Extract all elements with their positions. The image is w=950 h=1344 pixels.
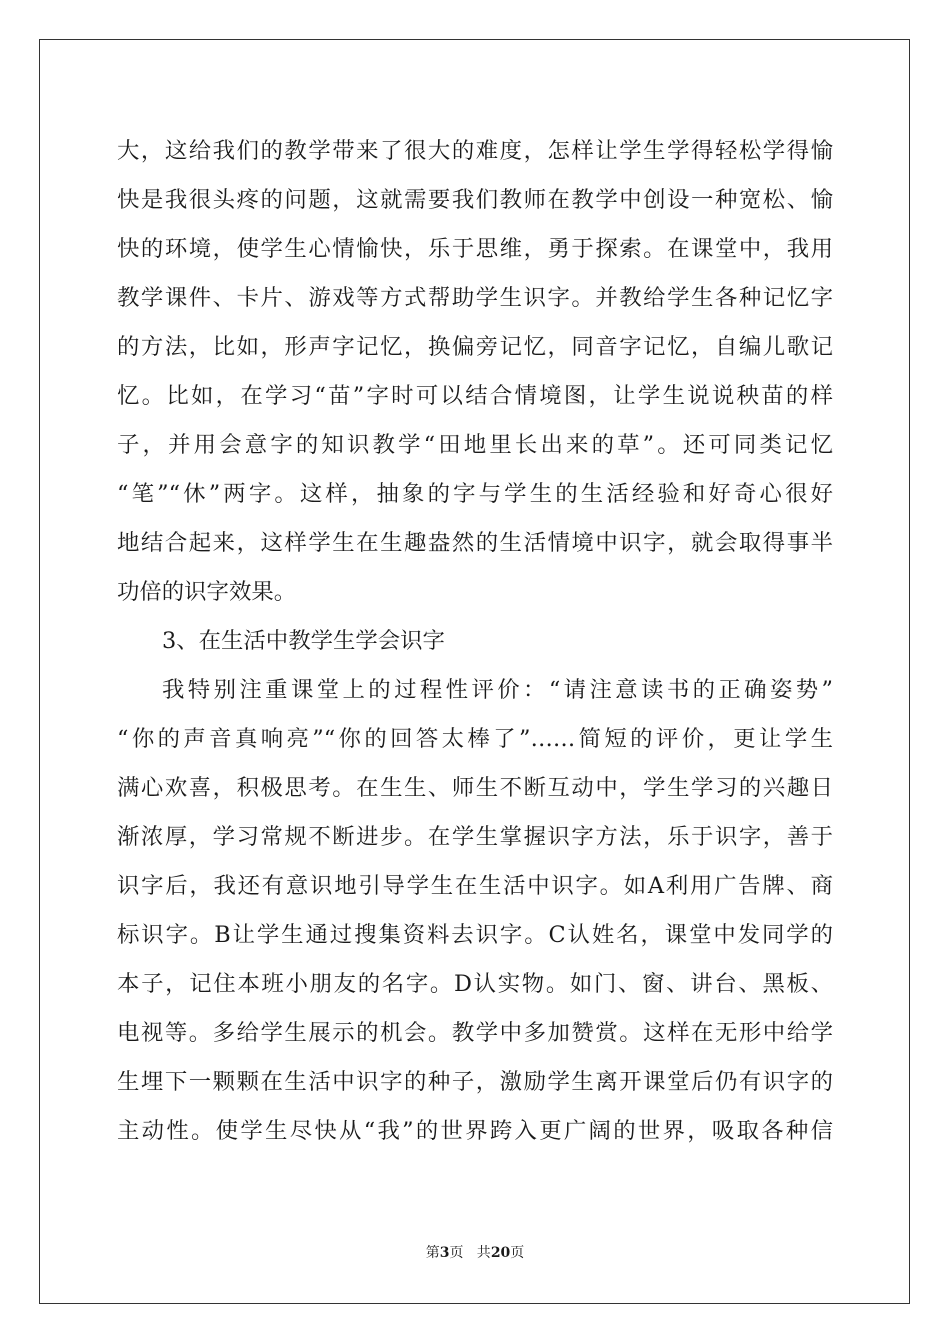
footer-mid: 页 共 <box>449 1245 491 1261</box>
text-line: 渐浓厚，学习常规不断进步。在学生掌握识字方法，乐于识字，善于 <box>117 824 833 850</box>
text-line: 电视等。多给学生展示的机会。教学中多加赞赏。这样在无形中给学 <box>117 1020 833 1046</box>
text-line: 忆。比如，在学习“苗”字时可以结合情境图，让学生说说秧苗的样 <box>117 383 833 409</box>
text-line: 子，并用会意字的知识教学“田地里长出来的草”。还可同类记忆 <box>117 432 833 458</box>
text-line: 识字后，我还有意识地引导学生在生活中识字。如A利用广告牌、商 <box>117 873 833 899</box>
footer-prefix: 第 <box>425 1245 440 1261</box>
text-line: 功倍的识字效果。 <box>117 579 297 605</box>
text-line: 标识字。B让学生通过搜集资料去识字。C认姓名，课堂中发同学的 <box>117 922 833 948</box>
text-line: 快的环境，使学生心情愉快，乐于思维，勇于探索。在课堂中，我用 <box>117 236 833 262</box>
text-line: 生埋下一颗颗在生活中识字的种子，激励学生离开课堂后仍有识字的 <box>117 1069 833 1095</box>
text-line: 本子，记住本班小朋友的名字。D认实物。如门、窗、讲台、黑板、 <box>117 971 833 997</box>
text-line: 我特别注重课堂上的过程性评价：“请注意读书的正确姿势” <box>162 677 833 703</box>
text-line: 的方法，比如，形声字记忆，换偏旁记忆，同音字记忆，自编儿歌记 <box>117 334 833 360</box>
text-line: “你的声音真响亮”“你的回答太棒了”……简短的评价，更让学生 <box>117 726 833 752</box>
total-page-number: 20 <box>490 1245 511 1261</box>
text-line: “笔”“休”两字。这样，抽象的字与学生的生活经验和好奇心很好 <box>117 481 833 507</box>
current-page-number: 3 <box>439 1245 450 1261</box>
footer-suffix: 页 <box>510 1245 525 1261</box>
section-heading: 3、在生活中教学生学会识字 <box>162 628 445 654</box>
text-line: 快是我很头疼的问题，这就需要我们教师在教学中创设一种宽松、愉 <box>117 187 833 213</box>
text-line: 满心欢喜，积极思考。在生生、师生不断互动中，学生学习的兴趣日 <box>117 775 833 801</box>
text-line: 教学课件、卡片、游戏等方式帮助学生识字。并教给学生各种记忆字 <box>117 285 833 311</box>
text-line: 大，这给我们的教学带来了很大的难度，怎样让学生学得轻松学得愉 <box>117 138 833 164</box>
text-line: 主动性。使学生尽快从“我”的世界跨入更广阔的世界，吸取各种信 <box>117 1118 833 1144</box>
page-footer <box>0 1243 950 1263</box>
text-line: 地结合起来，这样学生在生趣盎然的生活情境中识字，就会取得事半 <box>117 530 833 556</box>
